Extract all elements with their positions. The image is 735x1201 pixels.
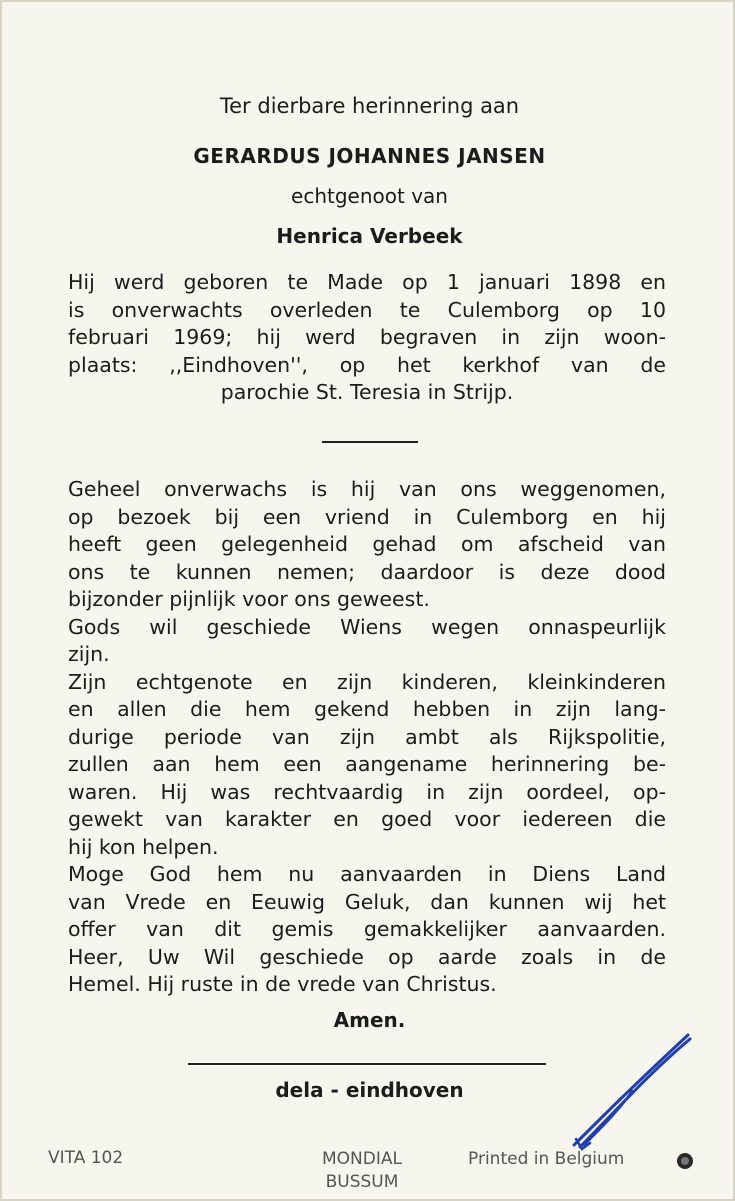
bio-line: februari 1969; hij werd begraven in zijn woon- — [68, 325, 666, 349]
card-heading: Ter dierbare herinnering aan — [219, 94, 520, 118]
deceased-name: GERARDUS JOHANNES JANSEN — [193, 144, 546, 168]
text-line: hij kon helpen. — [68, 834, 219, 859]
text-line: Gods wil geschiede Wiens wegen onnaspeurlijk — [68, 614, 666, 639]
text-line: Geheel onverwachs is hij van ons weggenomen, — [68, 477, 666, 501]
text-line: bijzonder pijnlijk voor ons geweest. — [68, 587, 430, 611]
text-line: ons te kunnen nemen; daardoor is deze dood — [68, 559, 666, 584]
text-line: Heer, Uw Wil geschiede op aarde zoals in de — [68, 944, 666, 969]
pen-mark-icon — [562, 1027, 702, 1157]
text-line: offer van dit gemis gemakkelijker aanvaarden. — [68, 917, 666, 941]
bio-line: is onverwachts overleden te Culemborg op 10 — [68, 297, 666, 322]
short-divider — [322, 441, 418, 443]
bio-line: plaats: ,,Eindhoven'', op het kerkhof van de — [68, 352, 666, 377]
text-line: op bezoek bij een vriend in Culemborg en hij — [68, 504, 666, 529]
bio-line: parochie St. Teresia in Strijp. — [220, 380, 514, 404]
biography-block — [68, 269, 666, 407]
footer-city: BUSSUM — [325, 1172, 399, 1192]
text-line: en allen die hem gekend hebben in zijn lang- — [68, 697, 666, 721]
text-line: Moge God hem nu aanvaarden in Diens Land — [68, 862, 666, 886]
bio-line: Hij werd geboren te Made op 1 januari 1898 en — [68, 270, 666, 294]
text-line: gewekt van karakter en goed voor iedereen die — [68, 807, 666, 831]
text-line: waren. Hij was rechtvaardig in zijn oordeel, op- — [68, 779, 666, 804]
text-line: zijn. — [68, 642, 110, 666]
long-divider — [188, 1063, 546, 1065]
footer-publisher: MONDIAL — [322, 1149, 402, 1169]
footer-series: VITA 102 — [48, 1148, 124, 1168]
text-line: zullen aan hem een aangename herinnering be- — [68, 752, 666, 776]
funeral-home: dela - eindhoven — [275, 1078, 464, 1102]
relation-text: echtgenoot van — [291, 184, 448, 208]
footer-printed: Printed in Belgium — [468, 1149, 625, 1169]
text-line: heeft geen gelegenheid gehad om afscheid van — [68, 532, 666, 556]
amen-text: Amen. — [333, 1008, 406, 1032]
text-line: Hemel. Hij ruste in de vrede van Christus. — [68, 972, 497, 996]
memorial-text-block — [68, 476, 666, 999]
text-line: Zijn echtgenote en zijn kinderen, kleinkinderen — [68, 669, 666, 694]
text-line: van Vrede en Eeuwig Geluk, dan kunnen wij het — [68, 889, 666, 914]
text-line: durige periode van zijn ambt als Rijkspolitie, — [68, 724, 666, 749]
spouse-name: Henrica Verbeek — [276, 224, 463, 248]
